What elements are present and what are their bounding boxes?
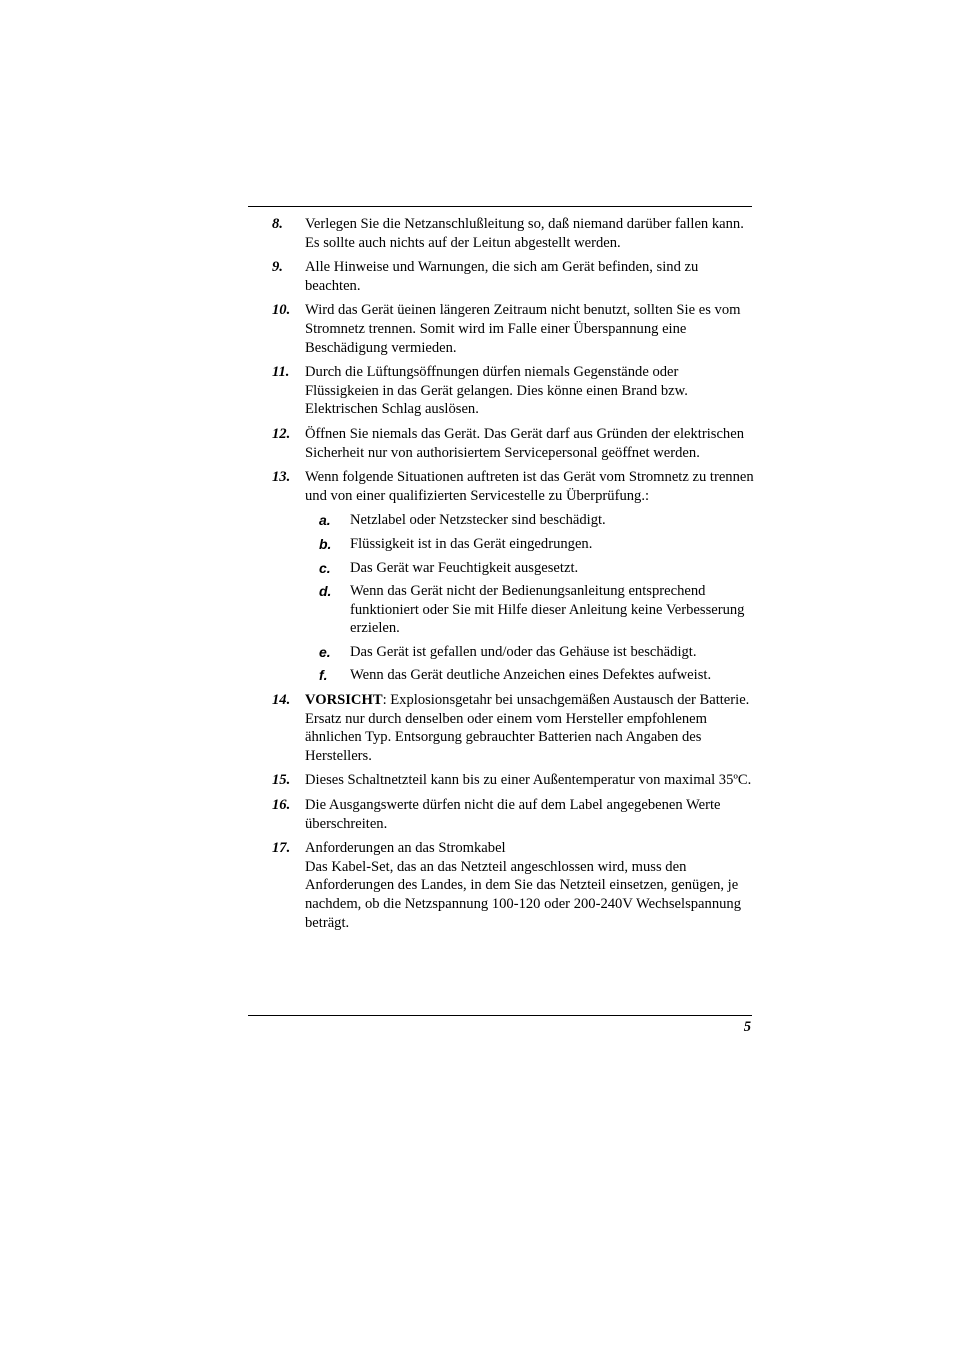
sub-item-text: Das Gerät war Feuchtigkeit ausgesetzt. xyxy=(350,559,579,576)
item-number: 15. xyxy=(272,772,291,789)
sub-item-letter: b. xyxy=(319,535,332,552)
list-item-16 xyxy=(272,796,754,833)
item-text: Durch die Lüftungsöffnungen dürfen niemals Gegenstände oder Flüssigkeien in das Gerät gelangen. Dies könne einen Brand bzw. Elektrischen Schlag auslösen. xyxy=(305,364,688,418)
item-number: 13. xyxy=(272,469,291,486)
sub-item-a xyxy=(305,511,754,530)
list-item-10 xyxy=(272,301,754,357)
item-number: 11. xyxy=(272,364,290,381)
list-item-14 xyxy=(272,691,754,765)
item-number: 8. xyxy=(272,216,283,232)
sub-item-letter: f. xyxy=(319,667,328,684)
item-number: 9. xyxy=(272,259,283,276)
item-number: 17. xyxy=(272,840,291,857)
sub-item-text: Wenn das Gerät nicht der Bedienungsanleitung entsprechend funktioniert oder Sie mit Hilfe dieser Anleitung keine Verbesserung erzielen. xyxy=(350,583,745,637)
sub-item-text: Flüssigkeit ist in das Gerät eingedrungen. xyxy=(350,535,593,552)
item-text xyxy=(305,691,754,765)
top-rule xyxy=(248,206,752,207)
item-text: Alle Hinweise und Warnungen, die sich am Gerät befinden, sind zu beachten. xyxy=(305,259,699,294)
item-text: Wenn folgende Situationen auftreten ist das Gerät vom Stromnetz zu trennen und von einer qualifizierten Servicestelle zu Überprüfung.: xyxy=(305,469,754,504)
list-item-15 xyxy=(272,771,754,790)
sub-item-text: Das Gerät ist gefallen und/oder das Gehäuse ist beschädigt. xyxy=(350,643,697,660)
list-item-12 xyxy=(272,425,754,462)
page-number: 5 xyxy=(743,1019,751,1035)
list-item-17 xyxy=(272,839,754,932)
item-text: Wird das Gerät üeinen längeren Zeitraum nicht benutzt, sollten Sie es vom Stromnetz trennen. Somit wird im Falle einer Überspannung eine Beschädigung vermieden. xyxy=(305,302,741,356)
list-item-9 xyxy=(272,258,754,295)
sub-item-letter: a. xyxy=(319,512,331,529)
item-text: Die Ausgangswerte dürfen nicht die auf dem Label angegebenen Werte überschreiten. xyxy=(305,797,721,832)
item-number: 12. xyxy=(272,425,291,442)
item-text: Öffnen Sie niemals das Gerät. Das Gerät darf aus Gründen der elektrischen Sicherheit nur von authorisiertem Servicepersonal geöffnet werden. xyxy=(305,425,745,461)
sub-list xyxy=(305,511,754,685)
sub-item-text: Wenn das Gerät deutliche Anzeichen eines Defektes aufweist. xyxy=(350,667,712,684)
item-number: 16. xyxy=(272,797,291,814)
sub-item-c xyxy=(305,559,754,578)
list-item-11 xyxy=(272,363,754,419)
item-number: 14. xyxy=(272,692,291,709)
sub-item-letter: e. xyxy=(319,643,331,660)
item-heading: Anforderungen an das Stromkabel xyxy=(305,840,506,857)
sub-item-e xyxy=(305,643,754,662)
item-text: Das Kabel-Set, das an das Netzteil angeschlossen wird, muss den Anforderungen des Landes, in dem Sie das Netzteil einsetzen, genügen, je nachdem, ob die Netzspannung 100-120 oder 200-240V Wechselspannung beträgt. xyxy=(305,858,742,931)
caution-label: VORSICHT xyxy=(305,692,383,709)
sub-item-text: Netzlabel oder Netzstecker sind beschädigt. xyxy=(350,512,606,529)
item-number: 10. xyxy=(272,302,291,319)
list-item-8 xyxy=(272,215,754,252)
sub-item-letter: d. xyxy=(319,583,332,600)
sub-item-d xyxy=(305,582,754,638)
caution-text: : Explosionsgetahr bei unsachgemäßen Austausch der Batterie. Ersatz nur durch denselben oder einem vom Hersteller empfohlenem ähnlichen Typ. Entsorgung gebrauchter Batterien nach Angaben des Herstellers. xyxy=(305,692,750,764)
item-text: Dieses Schaltnetzteil kann bis zu einer Außentemperatur von maximal 35ºC. xyxy=(305,772,752,789)
list-item-13 xyxy=(272,468,754,685)
safety-instructions-list xyxy=(272,215,754,938)
sub-item-b xyxy=(305,535,754,554)
sub-item-letter: c. xyxy=(319,559,331,576)
bottom-rule xyxy=(248,1015,752,1016)
sub-item-f xyxy=(305,666,754,685)
item-text: Verlegen Sie die Netzanschlußleitung so, daß niemand darüber fallen kann. Es sollte auch nichts auf der Leitun abgestellt werden. xyxy=(305,216,744,251)
